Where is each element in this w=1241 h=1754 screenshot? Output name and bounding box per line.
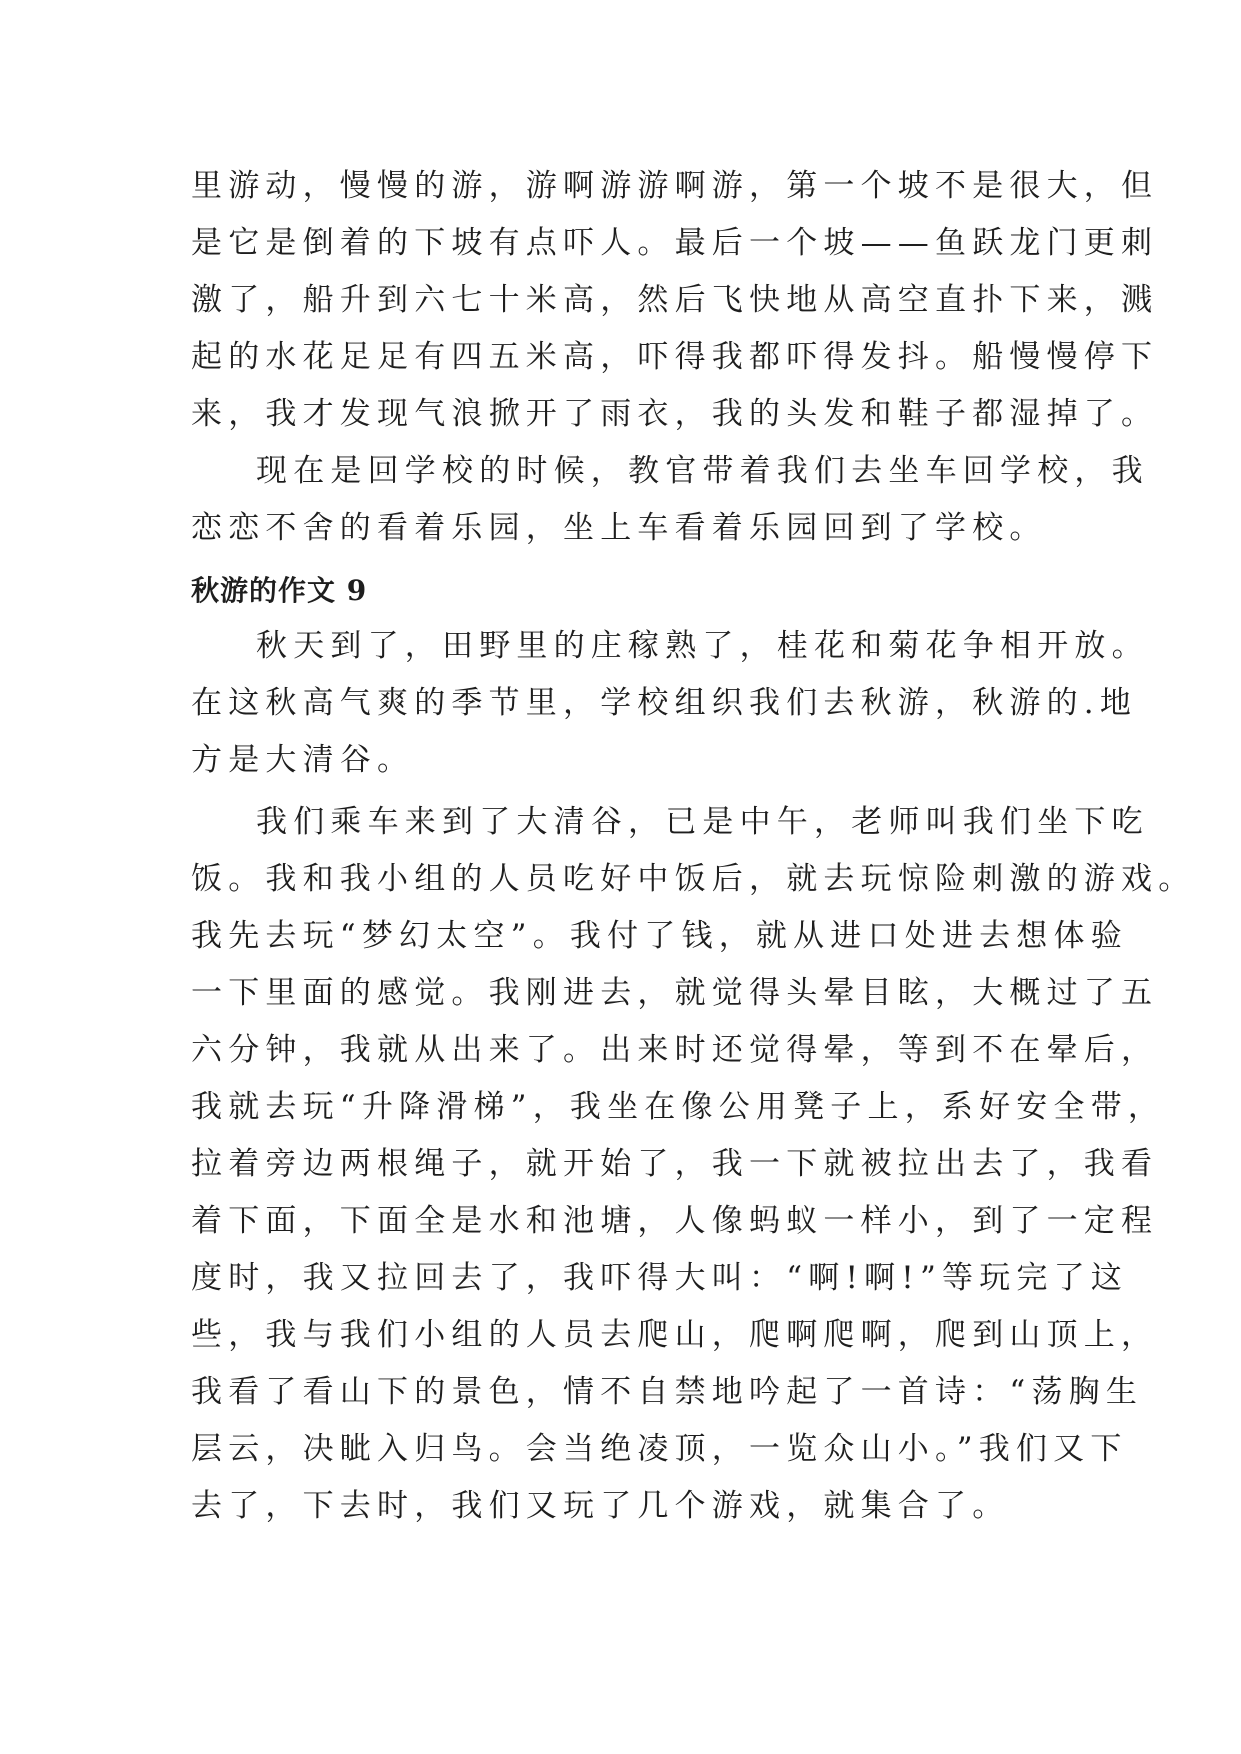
text-line: 层云，决眦入归鸟。会当绝凌顶，一览众山小。”我们又下: [191, 1431, 1128, 1467]
text-line: 我们乘车来到了大清谷，已是中午，老师叫我们坐下吃: [256, 804, 1149, 840]
text-line: 在这秋高气爽的季节里，学校组织我们去秋游，秋游的.地: [191, 685, 1138, 721]
text-line: 六分钟，我就从出来了。出来时还觉得晕，等到不在晕后，: [191, 1032, 1159, 1068]
text-line: 我先去玩“梦幻太空”。我付了钱，就从进口处进去想体验: [191, 918, 1128, 954]
text-line: 度时，我又拉回去了，我吓得大叫：“啊!啊!”等玩完了这: [191, 1260, 1129, 1296]
text-line: 些，我与我们小组的人员去爬山，爬啊爬啊，爬到山顶上，: [191, 1317, 1159, 1353]
text-line: 来，我才发现气浪掀开了雨衣，我的头发和鞋子都湿掉了。: [191, 396, 1159, 432]
text-line: 去了，下去时，我们又玩了几个游戏，就集合了。: [191, 1488, 1010, 1524]
text-line: 一下里面的感觉。我刚进去，就觉得头晕目眩，大概过了五: [191, 975, 1159, 1011]
text-line: 是它是倒着的下坡有点吓人。最后一个坡——鱼跃龙门更刺: [191, 225, 1159, 261]
text-line: 恋恋不舍的看着乐园，坐上车看着乐园回到了学校。: [191, 510, 1047, 546]
essay-title: 秋游的作文 9: [191, 574, 368, 607]
text-line: 着下面，下面全是水和池塘，人像蚂蚁一样小，到了一定程: [191, 1203, 1159, 1239]
text-line: 我就去玩“升降滑梯”，我坐在像公用凳子上，系好安全带，: [191, 1089, 1166, 1125]
text-line: 里游动，慢慢的游，游啊游游啊游，第一个坡不是很大，但: [191, 168, 1159, 204]
text-line: 我看了看山下的景色，情不自禁地吟起了一首诗：“荡胸生: [191, 1374, 1144, 1410]
text-line: 秋天到了，田野里的庄稼熟了，桂花和菊花争相开放。: [256, 628, 1149, 664]
text-line: 饭。我和我小组的人员吃好中饭后，就去玩惊险刺激的游戏。: [191, 861, 1196, 897]
text-line: 方是大清谷。: [191, 742, 415, 778]
text-line: 激了，船升到六七十米高，然后飞快地从高空直扑下来，溅: [191, 282, 1159, 318]
text-line: 现在是回学校的时候，教官带着我们去坐车回学校，我: [256, 453, 1149, 489]
text-line: 拉着旁边两根绳子，就开始了，我一下就被拉出去了，我看: [191, 1146, 1159, 1182]
text-line: 起的水花足足有四五米高，吓得我都吓得发抖。船慢慢停下: [191, 339, 1159, 375]
